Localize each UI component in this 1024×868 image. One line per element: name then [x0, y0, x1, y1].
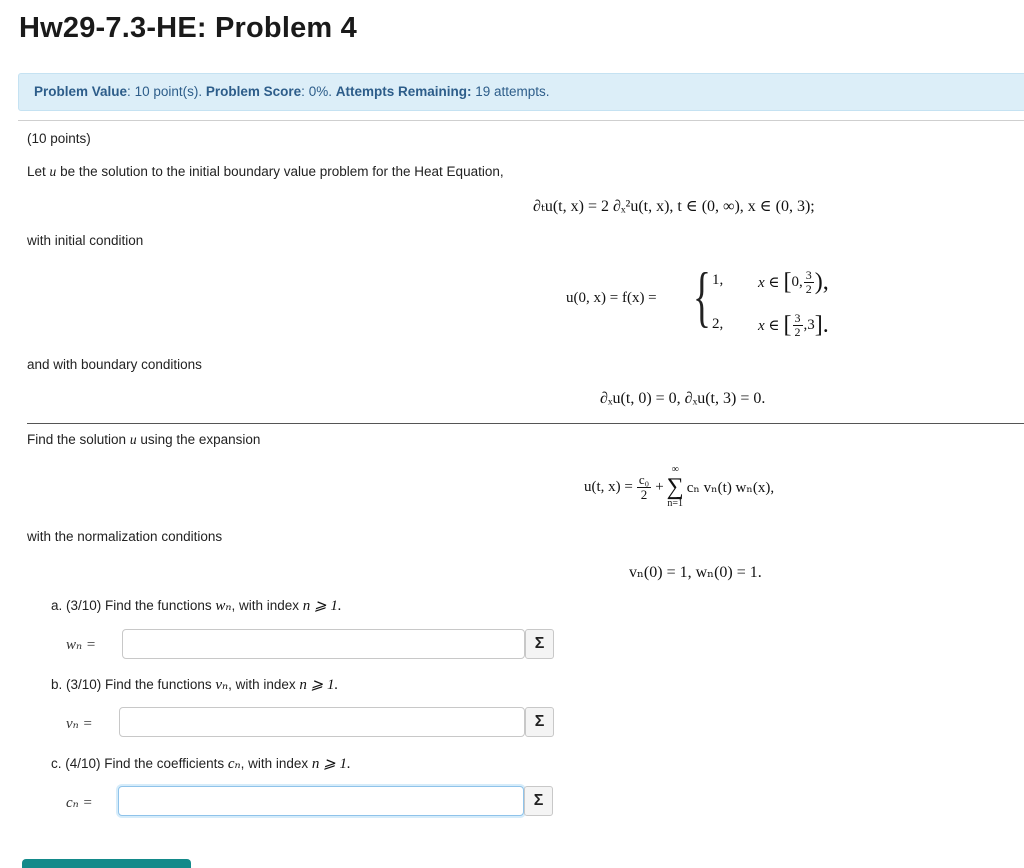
fraction-denominator: 2: [794, 324, 801, 339]
case1-domain: [758, 266, 829, 298]
points-text: (10 points): [27, 131, 91, 146]
colon: :: [127, 84, 135, 99]
part-a-var: wₙ: [215, 598, 232, 614]
intro-var: u: [49, 164, 57, 179]
part-a-text: a. (3/10) Find the functions: [51, 598, 212, 613]
case1-zero: 0,: [791, 273, 803, 290]
fraction-3-2: [793, 312, 803, 338]
cn-label: cₙ =: [66, 795, 93, 811]
boundary-conditions-eq: ∂ₓu(t, 0) = 0, ∂ₓu(t, 3) = 0.: [600, 390, 766, 407]
case2-domain: [758, 308, 829, 342]
left-bracket: [: [783, 268, 792, 295]
part-c-var: cₙ: [227, 756, 241, 772]
vn-answer-input[interactable]: [119, 707, 525, 737]
problem-value: 10 point(s).: [134, 84, 203, 99]
part-b-index: , with index: [228, 677, 296, 692]
vn-label: vₙ =: [66, 716, 93, 732]
summation: [667, 465, 684, 509]
part-c-index: , with index: [240, 756, 309, 771]
boundary-conditions-label: and with boundary conditions: [27, 357, 202, 372]
part-a-cond: n ⩾ 1.: [302, 598, 342, 614]
intro-pre: Let: [27, 164, 46, 179]
part-a-index: , with index: [231, 598, 299, 613]
expansion-rhs: cₙ vₙ(t) wₙ(x),: [686, 479, 775, 496]
part-b-cond: n ⩾ 1.: [299, 677, 339, 693]
wn-equation-editor-button[interactable]: Σ: [525, 629, 554, 659]
expansion-equation: [584, 462, 774, 512]
sum-symbol: ∑: [666, 474, 684, 500]
right-bracket: ].: [814, 311, 829, 338]
part-c-text: c. (4/10) Find the coefficients: [51, 756, 225, 771]
problem-score: 0%.: [308, 84, 332, 99]
fraction-numerator: 3: [794, 310, 801, 325]
problem-score-label: Problem Score: [205, 84, 302, 99]
find-pre: Find the solution: [27, 432, 127, 447]
cn-answer-input[interactable]: [118, 786, 524, 816]
initial-condition-label: with initial condition: [27, 233, 144, 248]
colon: :: [301, 84, 309, 99]
wn-answer-input[interactable]: [122, 629, 525, 659]
find-var: u: [129, 432, 137, 447]
initial-condition-lhs: u(0, x) = f(x) =: [566, 290, 657, 306]
problem-info-bar: [18, 73, 1024, 111]
intro-text: [27, 164, 504, 180]
wn-label: wₙ =: [66, 637, 96, 653]
vn-equation-editor-button[interactable]: Σ: [525, 707, 554, 737]
part-c-cond: n ⩾ 1.: [311, 756, 351, 772]
normalization-eq: vₙ(0) = 1, wₙ(0) = 1.: [629, 564, 762, 581]
find-solution-text: [27, 432, 260, 448]
attempts-label: Attempts Remaining:: [335, 84, 472, 99]
left-bracket: [: [783, 311, 792, 338]
two: 2: [640, 486, 648, 502]
sum-upper: ∞: [671, 464, 679, 475]
fraction-numerator: 3: [805, 267, 812, 282]
sum-lower: n=1: [667, 498, 684, 509]
part-b-var: vₙ: [215, 677, 229, 693]
find-post: using the expansion: [140, 432, 261, 447]
case1-domain-text: x ∈: [758, 274, 780, 291]
cn-equation-editor-button[interactable]: Σ: [524, 786, 553, 816]
case2-three: ,3: [803, 316, 815, 333]
part-a-prompt: [51, 596, 342, 615]
attempts-remaining: 19 attempts.: [475, 84, 550, 99]
case2-value: 2,: [712, 316, 724, 332]
c0-over-2: [637, 473, 651, 501]
part-b-prompt: [51, 675, 338, 694]
fraction-denominator: 2: [805, 281, 812, 296]
case2-domain-text: x ∈: [758, 317, 780, 334]
expansion-lhs: u(t, x) =: [584, 478, 633, 495]
problem-value-label: Problem Value: [34, 84, 128, 99]
fraction-3-2: [804, 269, 814, 295]
normalization-label: with the normalization conditions: [27, 529, 223, 544]
right-paren: ),: [814, 268, 829, 295]
heat-equation: ∂ₜu(t, x) = 2 ∂ₓ²u(t, x), t ∈ (0, ∞), x ∈ (0, 3);: [533, 198, 815, 215]
divider: [18, 120, 1024, 121]
page-title: Hw29-7.3-HE: Problem 4: [19, 12, 357, 44]
intro-post: be the solution to the initial boundary value problem for the Heat Equation,: [60, 164, 504, 179]
part-c-prompt: [51, 754, 351, 773]
c0: c₀: [638, 471, 650, 487]
submit-answers-button[interactable]: [22, 859, 191, 868]
plus-sign: +: [655, 478, 664, 495]
section-divider: [27, 423, 1024, 424]
part-b-text: b. (3/10) Find the functions: [51, 677, 212, 692]
piecewise-brace: {: [693, 258, 711, 334]
case1-value: 1,: [712, 272, 724, 288]
